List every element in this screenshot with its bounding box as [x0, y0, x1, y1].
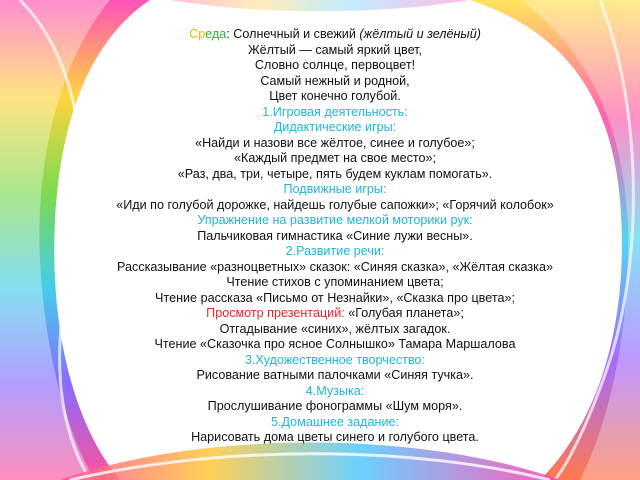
poem-line-1: Жёлтый — самый яркий цвет,: [247, 42, 423, 57]
art-heading: 3.Художественное творчество:: [245, 352, 425, 367]
day-name-part1: Ср: [189, 27, 206, 41]
didactic-item-3: «Раз, два, три, четыре, пять будем куклам помогать».: [177, 166, 493, 181]
music-heading: 4.Музыка:: [305, 383, 365, 398]
motor-skills-heading: Упражнение на развитие мелкой моторики рук:: [197, 213, 473, 227]
speech-item-4: Отгадывание «синих», жёлтых загадок.: [219, 321, 451, 336]
active-games-heading: Подвижные игры:: [283, 182, 387, 196]
lesson-plan-text: [60, 27, 610, 446]
didactic-item-2: «Каждый предмет на свое место»;: [233, 151, 437, 165]
presentation-line: [60, 306, 610, 322]
motor-skills-item: Пальчиковая гимнастика «Синие лужи весны».: [197, 228, 473, 243]
presentation-label: Просмотр презентаций:: [206, 306, 345, 320]
speech-heading: 2.Развитие речи:: [285, 244, 385, 258]
poem-line-3: Самый нежный и родной,: [260, 73, 410, 88]
homework-heading: 5.Домашнее задание:: [270, 414, 400, 429]
day-colors: (жёлтый и зелёный): [359, 27, 481, 41]
day-name-part2: еда: [205, 27, 227, 41]
speech-item-1: Рассказывание «разноцветных» сказок: «Синяя сказка», «Жёлтая сказка»: [117, 259, 553, 274]
didactic-item-1: «Найди и назови все жёлтое, синее и голубое»;: [195, 135, 475, 150]
game-activity-heading: 1.Игровая деятельность:: [262, 104, 408, 119]
speech-item-3: Чтение рассказа «Письмо от Незнайки», «Сказка про цвета»;: [155, 290, 515, 305]
active-games-items: «Иди по голубой дорожке, найдешь голубые сапожки»; «Горячий колобок»: [116, 197, 554, 212]
music-item: Прослушивание фонограммы «Шум моря».: [207, 399, 463, 413]
poem-line-2: Словно солнце, первоцвет!: [254, 58, 416, 72]
speech-item-5: Чтение «Сказочка про ясное Солнышко» Тамара Маршалова: [154, 337, 516, 351]
homework-item: Нарисовать дома цветы синего и голубого цвета.: [191, 430, 479, 444]
day-title-rest: : Солнечный и свежий: [226, 27, 360, 41]
art-item: Рисование ватными палочками «Синяя тучка».: [196, 368, 474, 382]
presentation-value: «Голубая планета»;: [344, 306, 464, 320]
day-title: [60, 27, 610, 43]
poem-line-4: Цвет конечно голубой.: [269, 89, 401, 103]
didactic-games-heading: Дидактические игры:: [273, 120, 397, 134]
speech-item-2: Чтение стихов с упоминанием цвета;: [226, 275, 444, 289]
